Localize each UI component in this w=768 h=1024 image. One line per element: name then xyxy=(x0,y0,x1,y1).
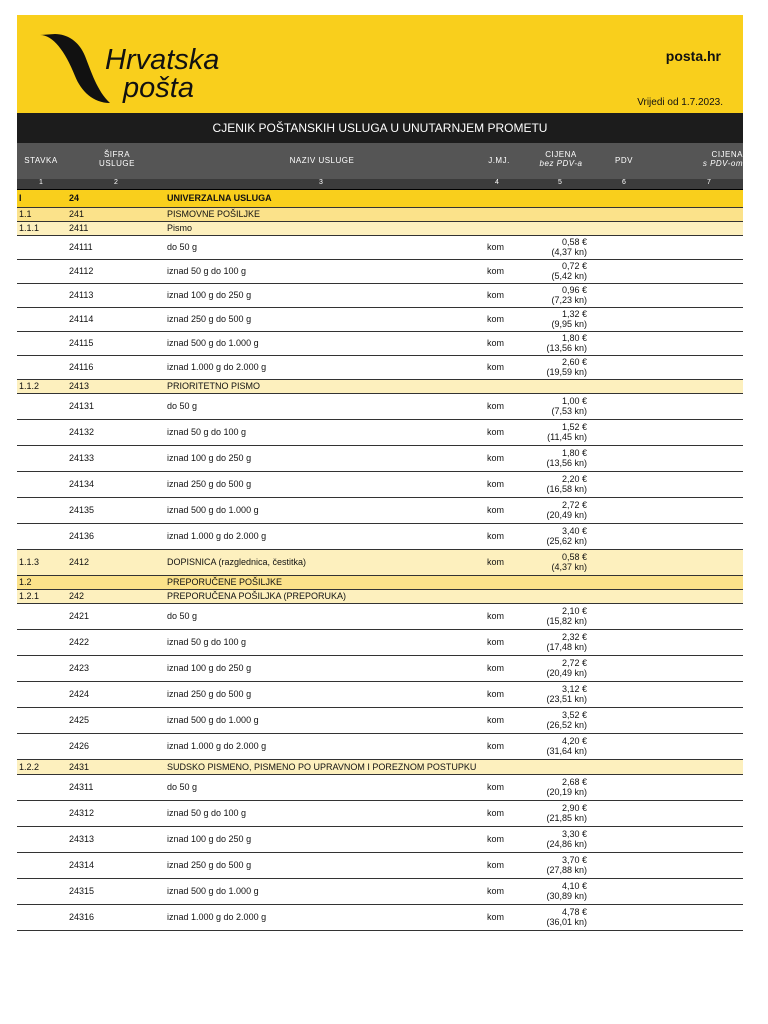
row-price xyxy=(537,500,587,520)
row-jm: kom xyxy=(487,808,505,818)
row-naziv: iznad 250 g do 500 g xyxy=(167,689,252,699)
row-naziv: iznad 100 g do 250 g xyxy=(167,290,252,300)
table-row xyxy=(17,682,743,708)
row-naziv: iznad 500 g do 1.000 g xyxy=(167,505,259,515)
row-stavka: 1.2.1 xyxy=(19,591,40,601)
price-eur: 4,10 € xyxy=(561,881,587,891)
row-sifra: 24111 xyxy=(69,242,93,252)
row-sifra: 24134 xyxy=(69,479,95,489)
price-kn: (24,86 kn) xyxy=(546,839,587,849)
table-row xyxy=(17,760,743,775)
row-sifra: 24116 xyxy=(69,362,94,372)
price-kn: (26,52 kn) xyxy=(546,720,587,730)
table-row xyxy=(17,356,743,380)
row-price xyxy=(537,632,587,652)
site-url[interactable]: posta.hr xyxy=(665,48,721,64)
price-eur: 1,80 € xyxy=(561,333,587,343)
row-sifra: 2422 xyxy=(69,637,90,647)
row-sifra: 24316 xyxy=(69,912,95,922)
col-num: 7 xyxy=(707,179,711,186)
table-row xyxy=(17,879,743,905)
row-sifra: 2412 xyxy=(69,557,90,567)
price-eur: 1,80 € xyxy=(561,448,587,458)
row-price xyxy=(537,777,587,797)
row-stavka: 1.1.2 xyxy=(19,381,40,391)
row-naziv: iznad 50 g do 100 g xyxy=(167,266,247,276)
price-eur: 3,30 € xyxy=(561,829,587,839)
price-kn: (4,37 kn) xyxy=(551,247,587,257)
row-jm: kom xyxy=(487,557,505,567)
price-kn: (15,82 kn) xyxy=(546,616,587,626)
price-eur: 2,72 € xyxy=(561,500,587,510)
row-price xyxy=(537,803,587,823)
valid-from: Vrijedi od 1.7.2023. xyxy=(637,97,723,108)
price-eur: 2,20 € xyxy=(561,474,587,484)
price-eur: 0,58 € xyxy=(561,237,587,247)
row-jm: kom xyxy=(487,782,505,792)
row-naziv: PREPORUČENA POŠILJKA (PREPORUKA) xyxy=(167,591,347,601)
row-price xyxy=(537,684,587,704)
row-price xyxy=(537,261,587,281)
row-jm: kom xyxy=(487,453,505,463)
row-sifra: 24135 xyxy=(69,505,95,515)
table-row xyxy=(17,550,743,576)
price-kn: (36,01 kn) xyxy=(546,917,587,927)
price-kn: (20,49 kn) xyxy=(546,510,587,520)
table-row xyxy=(17,853,743,879)
table-row xyxy=(17,308,743,332)
table-row xyxy=(17,708,743,734)
row-naziv: do 50 g xyxy=(167,242,198,252)
row-jm: kom xyxy=(487,427,505,437)
row-sifra: 2426 xyxy=(69,741,90,751)
table-row xyxy=(17,524,743,550)
table-row xyxy=(17,208,743,222)
row-jm: kom xyxy=(487,834,505,844)
price-kn: (20,49 kn) xyxy=(546,668,587,678)
row-jm: kom xyxy=(487,741,505,751)
price-kn: (4,37 kn) xyxy=(551,562,587,572)
price-kn: (9,95 kn) xyxy=(551,319,587,329)
row-price xyxy=(537,907,587,927)
row-sifra: 2424 xyxy=(69,689,90,699)
col-num: 5 xyxy=(558,179,562,186)
price-kn: (30,89 kn) xyxy=(546,891,587,901)
row-sifra: 24313 xyxy=(69,834,95,844)
row-stavka: I xyxy=(19,193,22,203)
row-price xyxy=(537,710,587,730)
row-naziv: SUDSKO PISMENO, PISMENO PO UPRAVNOM I POREZNOM POSTUPKU xyxy=(167,761,477,772)
row-naziv: iznad 100 g do 250 g xyxy=(167,834,252,844)
col-naziv: NAZIV USLUGE xyxy=(289,156,355,165)
price-eur: 1,52 € xyxy=(561,422,587,432)
row-price xyxy=(537,658,587,678)
price-eur: 2,10 € xyxy=(561,606,587,616)
row-sifra: 2431 xyxy=(69,761,90,772)
row-jm: kom xyxy=(487,314,505,324)
table-row xyxy=(17,446,743,472)
table-row xyxy=(17,656,743,682)
row-naziv: PISMOVNE POŠILJKE xyxy=(167,209,261,219)
row-naziv: iznad 500 g do 1.000 g xyxy=(167,886,259,896)
row-naziv: iznad 250 g do 500 g xyxy=(167,860,252,870)
row-jm: kom xyxy=(487,290,505,300)
table-row xyxy=(17,420,743,446)
table-row xyxy=(17,498,743,524)
row-sifra: 24312 xyxy=(69,808,95,818)
row-sifra: 2421 xyxy=(69,611,90,621)
row-jm: kom xyxy=(487,338,505,348)
logo-line1: Hrvatska xyxy=(105,44,220,76)
price-eur: 2,60 € xyxy=(561,357,587,367)
row-jm: kom xyxy=(487,886,505,896)
row-jm: kom xyxy=(487,242,505,252)
row-jm: kom xyxy=(487,912,505,922)
table-row xyxy=(17,260,743,284)
row-jm: kom xyxy=(487,860,505,870)
row-price xyxy=(537,855,587,875)
col-jm: J.MJ. xyxy=(488,156,510,165)
row-sifra: 24314 xyxy=(69,860,95,870)
row-sifra: 242 xyxy=(69,591,85,601)
price-kn: (7,23 kn) xyxy=(551,295,587,305)
col-stavka: STAVKA xyxy=(24,156,58,165)
row-jm: kom xyxy=(487,611,505,621)
row-naziv: iznad 100 g do 250 g xyxy=(167,453,252,463)
row-sifra: 24315 xyxy=(69,886,95,896)
table-row xyxy=(17,775,743,801)
price-eur: 1,32 € xyxy=(561,309,587,319)
table-row xyxy=(17,332,743,356)
price-eur: 2,72 € xyxy=(561,658,587,668)
row-stavka: 1.1.1 xyxy=(19,223,40,233)
row-sifra: 2411 xyxy=(69,223,89,233)
column-header xyxy=(17,143,743,179)
row-naziv: iznad 1.000 g do 2.000 g xyxy=(167,531,267,541)
row-price xyxy=(537,396,587,416)
row-sifra: 24132 xyxy=(69,427,95,437)
row-price xyxy=(537,357,587,377)
price-eur: 4,20 € xyxy=(561,736,587,746)
row-naziv: iznad 50 g do 100 g xyxy=(167,427,247,437)
row-sifra: 2413 xyxy=(69,381,90,391)
price-eur: 0,72 € xyxy=(561,261,587,271)
row-jm: kom xyxy=(487,479,505,489)
table-row xyxy=(17,905,743,931)
price-kn: (5,42 kn) xyxy=(551,271,587,281)
row-jm: kom xyxy=(487,505,505,515)
row-jm: kom xyxy=(487,266,505,276)
row-naziv: iznad 1.000 g do 2.000 g xyxy=(167,741,267,751)
row-stavka: 1.1 xyxy=(19,209,32,219)
row-sifra: 24115 xyxy=(69,338,94,348)
col-cijena-pdv: CIJENA s PDV-om xyxy=(702,150,743,168)
table-row xyxy=(17,394,743,420)
row-naziv: do 50 g xyxy=(167,611,198,621)
price-eur: 3,12 € xyxy=(561,684,587,694)
price-kn: (13,56 kn) xyxy=(546,343,587,353)
row-naziv: PRIORITETNO PISMO xyxy=(167,381,261,391)
table-row xyxy=(17,630,743,656)
row-price xyxy=(537,474,587,494)
row-naziv: iznad 50 g do 100 g xyxy=(167,637,247,647)
row-naziv: iznad 500 g do 1.000 g xyxy=(167,338,259,348)
row-jm: kom xyxy=(487,362,505,372)
col-sifra: ŠIFRA USLUGE xyxy=(99,150,135,168)
row-price xyxy=(537,422,587,442)
row-sifra: 24136 xyxy=(69,531,95,541)
row-naziv: Pismo xyxy=(167,223,193,233)
row-stavka: 1.1.3 xyxy=(19,557,40,567)
header-banner xyxy=(17,15,743,113)
row-sifra: 24311 xyxy=(69,782,94,792)
col-num: 1 xyxy=(39,179,43,186)
row-price xyxy=(537,829,587,849)
row-jm: kom xyxy=(487,663,505,673)
row-sifra: 241 xyxy=(69,209,85,219)
price-eur: 2,32 € xyxy=(561,632,587,642)
price-kn: (17,48 kn) xyxy=(546,642,587,652)
price-kn: (16,58 kn) xyxy=(546,484,587,494)
row-naziv: PREPORUČENE POŠILJKE xyxy=(167,577,283,587)
col-num: 2 xyxy=(114,179,118,186)
row-sifra: 24133 xyxy=(69,453,95,463)
price-kn: (31,64 kn) xyxy=(546,746,587,756)
price-kn: (25,62 kn) xyxy=(546,536,587,546)
row-naziv: UNIVERZALNA USLUGA xyxy=(167,193,272,203)
row-naziv: DOPISNICA (razglednica, čestitka) xyxy=(167,557,307,567)
row-price xyxy=(537,333,587,353)
row-price xyxy=(537,237,587,257)
price-eur: 0,96 € xyxy=(561,285,587,295)
row-naziv: do 50 g xyxy=(167,782,198,792)
price-eur: 1,00 € xyxy=(561,396,587,406)
price-eur: 2,90 € xyxy=(561,803,587,813)
col-cijena: CIJENA bez PDV-a xyxy=(539,150,583,168)
row-price xyxy=(537,448,587,468)
row-naziv: iznad 100 g do 250 g xyxy=(167,663,252,673)
price-eur: 3,70 € xyxy=(561,855,587,865)
price-kn: (7,53 kn) xyxy=(551,406,587,416)
price-kn: (20,19 kn) xyxy=(546,787,587,797)
row-price xyxy=(537,552,587,572)
row-sifra: 24112 xyxy=(69,266,94,276)
table-row xyxy=(17,590,743,604)
row-jm: kom xyxy=(487,531,505,541)
row-sifra: 2425 xyxy=(69,715,90,725)
row-naziv: iznad 50 g do 100 g xyxy=(167,808,247,818)
price-kn: (21,85 kn) xyxy=(546,813,587,823)
row-naziv: do 50 g xyxy=(167,401,198,411)
row-naziv: iznad 500 g do 1.000 g xyxy=(167,715,259,725)
row-jm: kom xyxy=(487,689,505,699)
table-row xyxy=(17,827,743,853)
price-eur: 3,52 € xyxy=(561,710,587,720)
price-table xyxy=(17,190,743,931)
table-row xyxy=(17,380,743,394)
row-sifra: 24114 xyxy=(69,314,94,324)
row-jm: kom xyxy=(487,401,505,411)
row-sifra: 2423 xyxy=(69,663,90,673)
col-num: 4 xyxy=(495,179,499,186)
price-eur: 4,78 € xyxy=(561,907,587,917)
document-title: CJENIK POŠTANSKIH USLUGA U UNUTARNJEM PROMETU xyxy=(17,113,743,143)
table-row xyxy=(17,604,743,630)
price-kn: (11,45 kn) xyxy=(547,432,587,442)
row-jm: kom xyxy=(487,715,505,725)
row-price xyxy=(537,881,587,901)
col-num: 3 xyxy=(319,179,323,186)
price-list-page xyxy=(17,15,743,931)
table-row xyxy=(17,576,743,590)
row-stavka: 1.2 xyxy=(19,577,32,587)
row-sifra: 24113 xyxy=(69,290,94,300)
table-row xyxy=(17,284,743,308)
row-price xyxy=(537,526,587,546)
table-row xyxy=(17,190,743,208)
row-naziv: iznad 1.000 g do 2.000 g xyxy=(167,362,267,372)
table-row xyxy=(17,801,743,827)
row-sifra: 24 xyxy=(69,193,80,203)
table-row xyxy=(17,222,743,236)
row-price xyxy=(537,606,587,626)
price-eur: 3,40 € xyxy=(561,526,587,536)
row-jm: kom xyxy=(487,637,505,647)
col-num: 6 xyxy=(622,179,626,186)
price-kn: (27,88 kn) xyxy=(546,865,587,875)
column-numbers xyxy=(17,179,743,190)
price-kn: (23,51 kn) xyxy=(546,694,587,704)
row-naziv: iznad 250 g do 500 g xyxy=(167,314,252,324)
table-row xyxy=(17,472,743,498)
table-row xyxy=(17,734,743,760)
row-sifra: 24131 xyxy=(69,401,95,411)
logo-line2: pošta xyxy=(123,72,194,104)
row-price xyxy=(537,285,587,305)
row-price xyxy=(537,736,587,756)
price-kn: (13,56 kn) xyxy=(546,458,587,468)
price-eur: 2,68 € xyxy=(561,777,587,787)
hrvatska-posta-logo xyxy=(35,31,235,109)
price-kn: (19,59 kn) xyxy=(546,367,587,377)
price-eur: 0,58 € xyxy=(561,552,587,562)
row-naziv: iznad 250 g do 500 g xyxy=(167,479,252,489)
col-pdv: PDV xyxy=(615,156,633,165)
row-naziv: iznad 1.000 g do 2.000 g xyxy=(167,912,267,922)
table-row xyxy=(17,236,743,260)
row-stavka: 1.2.2 xyxy=(19,761,40,772)
row-price xyxy=(537,309,587,329)
